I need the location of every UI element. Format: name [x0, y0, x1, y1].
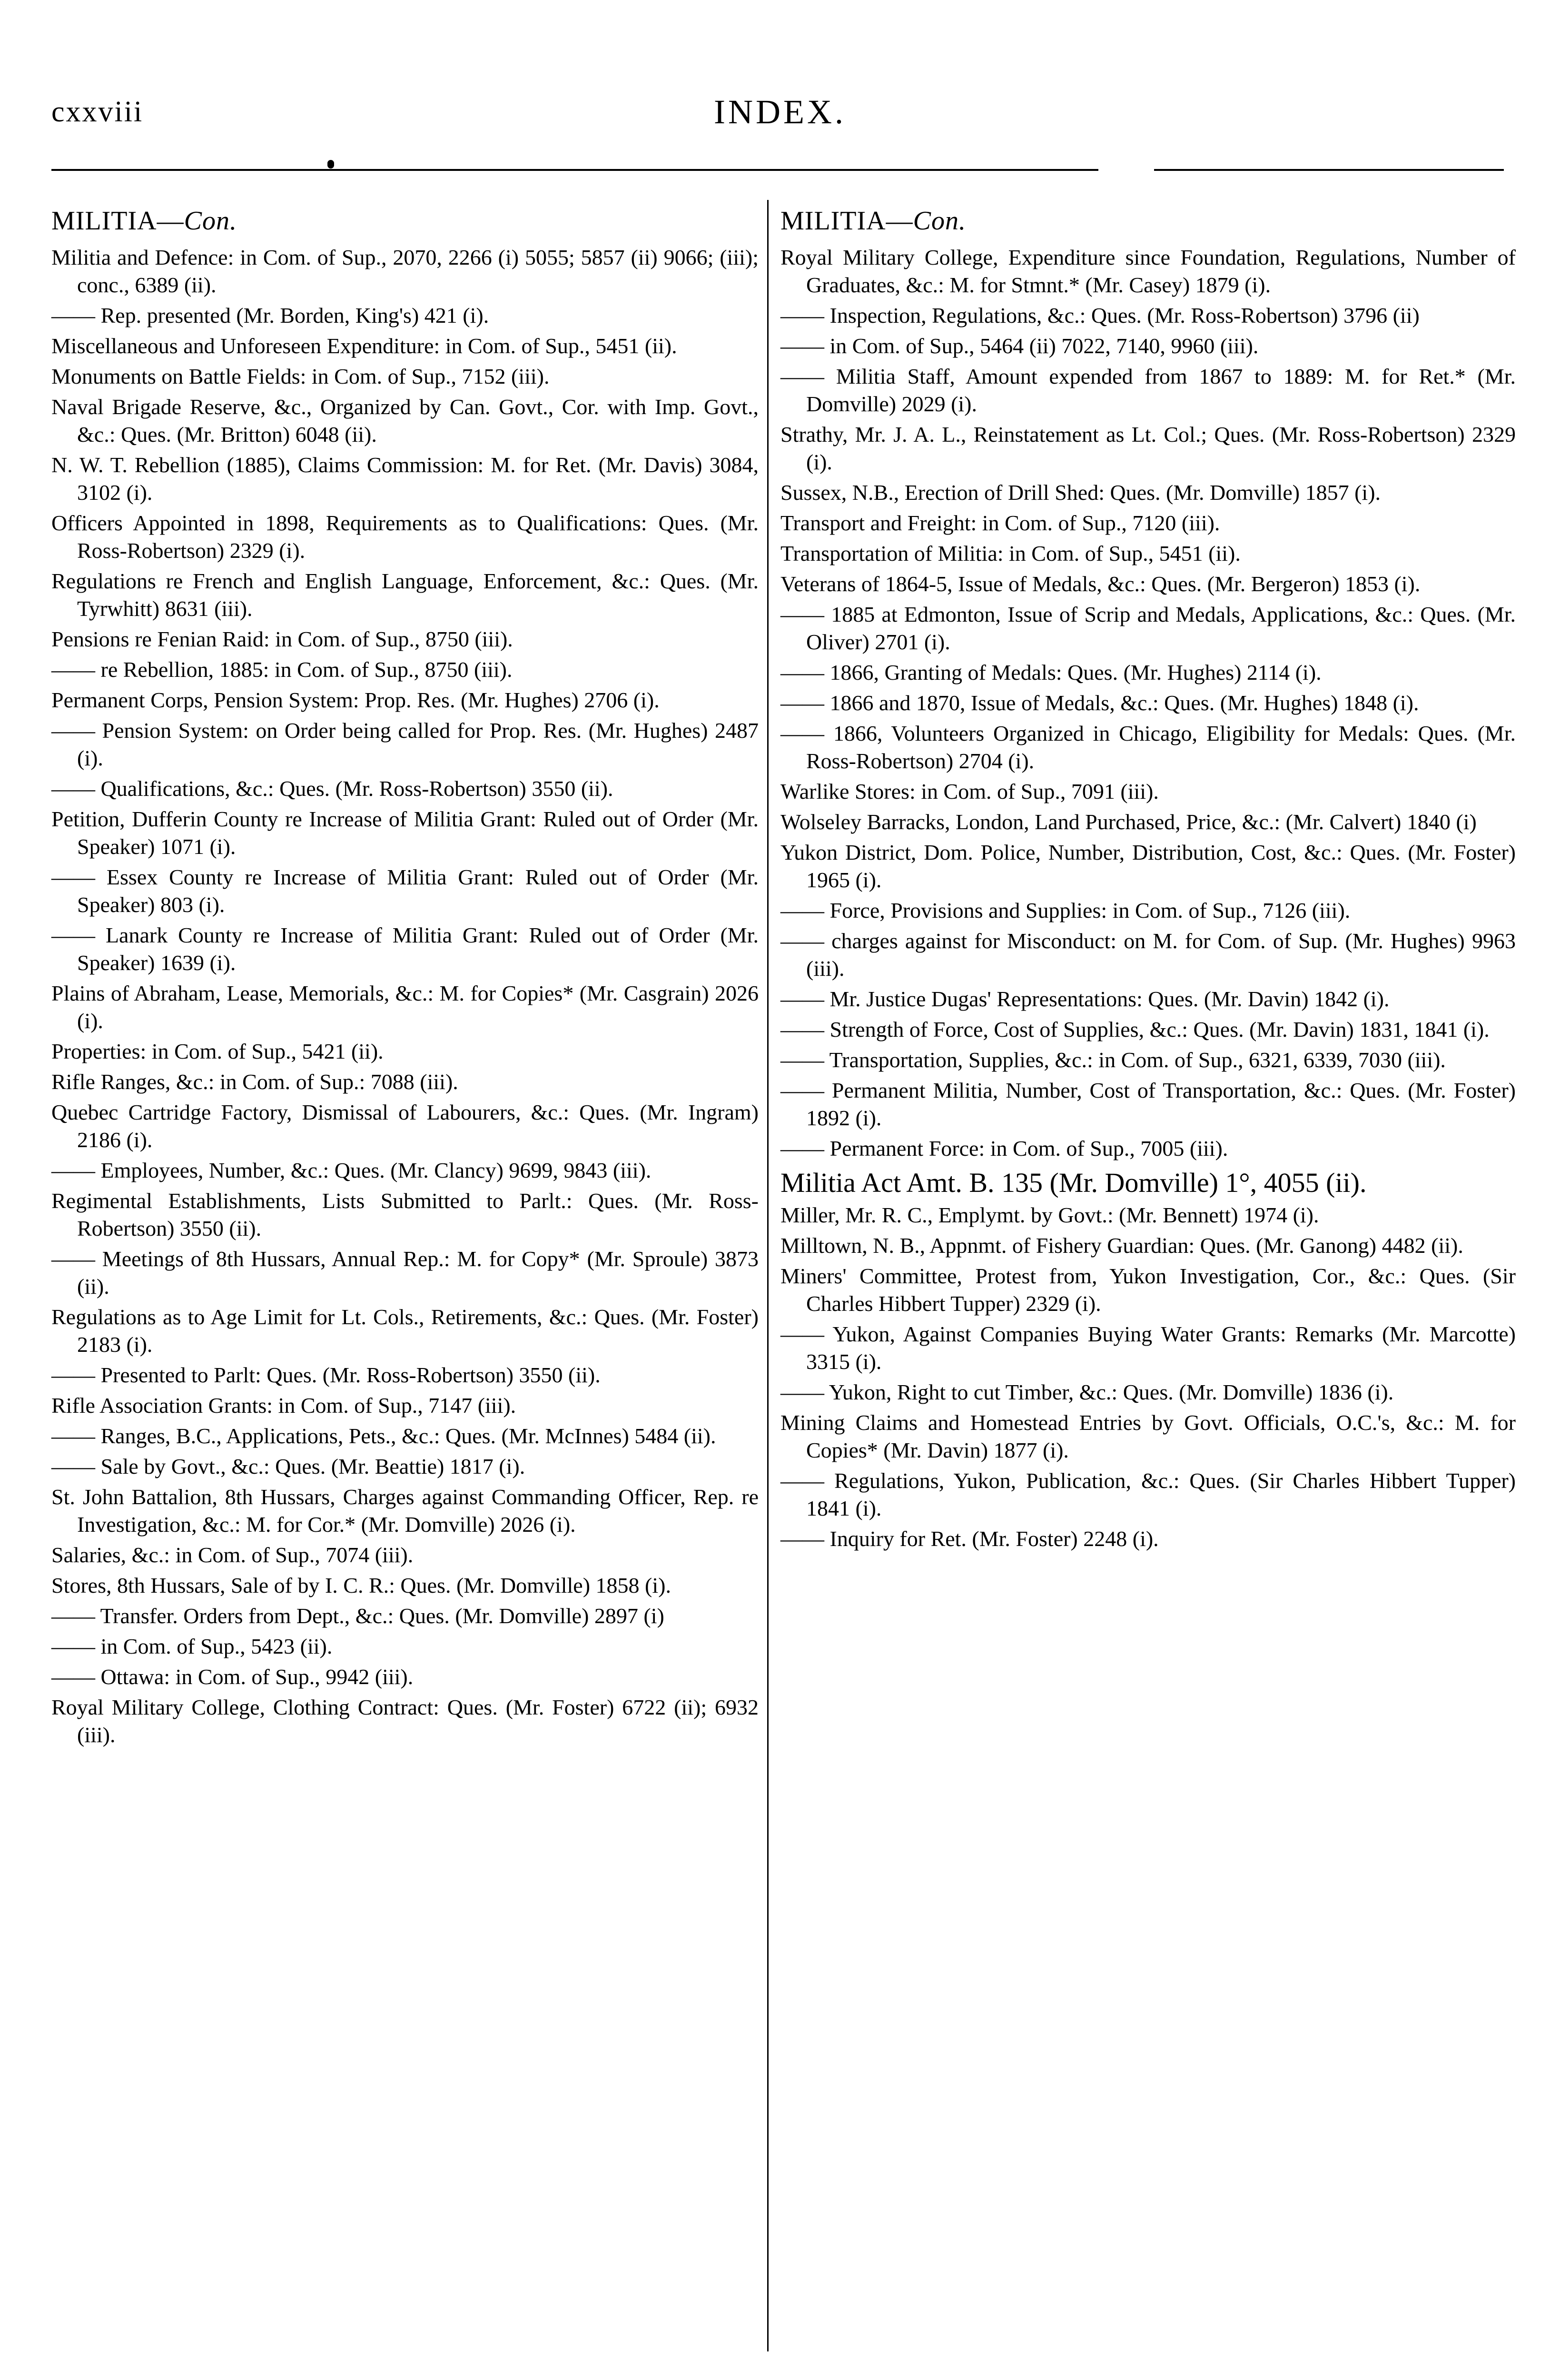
column-divider [767, 200, 769, 2351]
index-entry: N. W. T. Rebellion (1885), Claims Commission: M. for Ret. (Mr. Davis) 3084, 3102 (i). [51, 453, 759, 505]
index-entry: Warlike Stores: in Com. of Sup., 7091 (iii). [780, 779, 1159, 803]
index-entry: Properties: in Com. of Sup., 5421 (ii). [51, 1039, 384, 1063]
index-entry: Veterans of 1864-5, Issue of Medals, &c.: Ques. (Mr. Bergeron) 1853 (i). [780, 572, 1421, 596]
index-entry: —— Essex County re Increase of Militia Grant: Ruled out of Order (Mr. Speaker) 803 (i). [51, 865, 759, 917]
index-entry: St. John Battalion, 8th Hussars, Charges against Commanding Officer, Rep. re Investigation, &c.: M. for Cor.* (Mr. Domville) 2026 (i). [51, 1485, 759, 1537]
index-entry: —— charges against for Misconduct: on M. for Com. of Sup. (Mr. Hughes) 9963 (iii). [780, 929, 1516, 981]
index-entry: Stores, 8th Hussars, Sale of by I. C. R.: Ques. (Mr. Domville) 1858 (i). [51, 1573, 671, 1597]
index-entry: —— Lanark County re Increase of Militia Grant: Ruled out of Order (Mr. Speaker) 1639 (i). [51, 923, 759, 975]
index-entry: Miners' Committee, Protest from, Yukon Investigation, Cor., &c.: Ques. (Sir Charles Hibbert Tupper) 2329 (i). [780, 1264, 1516, 1316]
right-column [780, 205, 1516, 1556]
index-entry: —— 1866, Volunteers Organized in Chicago, Eligibility for Medals: Ques. (Mr. Ross-Robertson) 2704 (i). [780, 721, 1516, 773]
index-entry: Regimental Establishments, Lists Submitted to Parlt.: Ques. (Mr. Ross-Robertson) 3550 (ii). [51, 1189, 759, 1240]
left-column [51, 205, 759, 1752]
running-head [0, 95, 1560, 138]
index-entry: —— Permanent Force: in Com. of Sup., 7005 (iii). [780, 1136, 1228, 1160]
index-entry: —— Transfer. Orders from Dept., &c.: Ques. (Mr. Domville) 2897 (i) [51, 1604, 664, 1628]
index-entry: —— Rep. presented (Mr. Borden, King's) 421 (i). [51, 303, 489, 327]
index-entry: —— re Rebellion, 1885: in Com. of Sup., 8750 (iii). [51, 657, 513, 682]
index-entry: —— Sale by Govt., &c.: Ques. (Mr. Beattie) 1817 (i). [51, 1454, 525, 1478]
index-entry: —— Presented to Parlt: Ques. (Mr. Ross-Robertson) 3550 (ii). [51, 1363, 601, 1387]
header-rule-ornament [327, 160, 334, 169]
index-entry: Sussex, N.B., Erection of Drill Shed: Ques. (Mr. Domville) 1857 (i). [780, 480, 1381, 505]
index-entry: —— Employees, Number, &c.: Ques. (Mr. Clancy) 9699, 9843 (iii). [51, 1158, 652, 1182]
index-entry: Transport and Freight: in Com. of Sup., 7120 (iii). [780, 511, 1220, 535]
index-entry: Petition, Dufferin County re Increase of Militia Grant: Ruled out of Order (Mr. Speaker) 1071 (i). [51, 807, 759, 859]
header-rule-left [51, 169, 1098, 171]
index-entry: —— Permanent Militia, Number, Cost of Transportation, &c.: Ques. (Mr. Foster) 1892 (i). [780, 1078, 1516, 1130]
index-entry: Milltown, N. B., Appnmt. of Fishery Guardian: Ques. (Mr. Ganong) 4482 (ii). [780, 1233, 1463, 1258]
index-entry: —— in Com. of Sup., 5423 (ii). [51, 1634, 333, 1658]
index-entry: —— Strength of Force, Cost of Supplies, &c.: Ques. (Mr. Davin) 1831, 1841 (i). [780, 1017, 1490, 1041]
header-rule-right [1154, 169, 1504, 171]
index-entry: Rifle Association Grants: in Com. of Sup., 7147 (iii). [51, 1393, 516, 1418]
index-entry: —— Transportation, Supplies, &c.: in Com. of Sup., 6321, 6339, 7030 (iii). [780, 1048, 1446, 1072]
page-title: INDEX. [714, 93, 846, 131]
index-entry: —— Inquiry for Ret. (Mr. Foster) 2248 (i). [780, 1527, 1159, 1551]
index-entry: Mining Claims and Homestead Entries by Govt. Officials, O.C.'s, &c.: M. for Copies* (Mr. Davin) 1877 (i). [780, 1410, 1516, 1462]
index-entry: Pensions re Fenian Raid: in Com. of Sup., 8750 (iii). [51, 627, 513, 651]
index-entry: Plains of Abraham, Lease, Memorials, &c.: M. for Copies* (Mr. Casgrain) 2026 (i). [51, 981, 759, 1033]
index-entry-list [51, 244, 759, 1749]
index-entry: Monuments on Battle Fields: in Com. of Sup., 7152 (iii). [51, 364, 550, 388]
section-heading: MILITIA—Con. [51, 206, 237, 236]
index-entry: Militia and Defence: in Com. of Sup., 2070, 2266 (i) 5055; 5857 (ii) 9066; (iii); conc., 6389 (ii). [51, 245, 759, 297]
index-entry: Royal Military College, Expenditure since Foundation, Regulations, Number of Graduates, &c.: M. for Stmnt.* (Mr. Casey) 1879 (i). [780, 245, 1516, 297]
index-entry: Yukon District, Dom. Police, Number, Distribution, Cost, &c.: Ques. (Mr. Foster) 1965 (i). [780, 840, 1516, 892]
index-entry: —— Mr. Justice Dugas' Representations: Ques. (Mr. Davin) 1842 (i). [780, 987, 1390, 1011]
index-entry-list [780, 244, 1516, 1553]
index-entry: —— Meetings of 8th Hussars, Annual Rep.: M. for Copy* (Mr. Sproule) 3873 (ii). [51, 1247, 759, 1299]
index-entry: —— 1885 at Edmonton, Issue of Scrip and Medals, Applications, &c.: Ques. (Mr. Oliver) 2701 (i). [780, 602, 1516, 654]
index-entry: Militia Act Amt. B. 135 (Mr. Domville) 1°, 4055 (ii). [780, 1167, 1367, 1198]
index-entry: Salaries, &c.: in Com. of Sup., 7074 (iii). [51, 1543, 414, 1567]
index-entry: Regulations re French and English Language, Enforcement, &c.: Ques. (Mr. Tyrwhitt) 8631 (iii). [51, 569, 759, 621]
section-heading: MILITIA—Con. [780, 206, 966, 236]
index-entry: Rifle Ranges, &c.: in Com. of Sup.: 7088 (iii). [51, 1070, 458, 1094]
index-entry: —— in Com. of Sup., 5464 (ii) 7022, 7140, 9960 (iii). [780, 334, 1259, 358]
page-number: cxxviii [51, 96, 144, 128]
index-entry: Wolseley Barracks, London, Land Purchased, Price, &c.: (Mr. Calvert) 1840 (i) [780, 810, 1477, 834]
index-entry: —— Qualifications, &c.: Ques. (Mr. Ross-Robertson) 3550 (ii). [51, 776, 613, 801]
index-entry: Transportation of Militia: in Com. of Sup., 5451 (ii). [780, 541, 1241, 565]
index-entry: —— Pension System: on Order being called for Prop. Res. (Mr. Hughes) 2487 (i). [51, 718, 759, 770]
index-entry: Regulations as to Age Limit for Lt. Cols., Retirements, &c.: Ques. (Mr. Foster) 2183 (i). [51, 1305, 759, 1357]
index-entry: Officers Appointed in 1898, Requirements as to Qualifications: Ques. (Mr. Ross-Robertson) 2329 (i). [51, 511, 759, 563]
index-entry: —— Ranges, B.C., Applications, Pets., &c.: Ques. (Mr. McInnes) 5484 (ii). [51, 1424, 716, 1448]
index-entry: —— Inspection, Regulations, &c.: Ques. (Mr. Ross-Robertson) 3796 (ii) [780, 303, 1420, 327]
index-entry: —— Yukon, Right to cut Timber, &c.: Ques. (Mr. Domville) 1836 (i). [780, 1380, 1394, 1404]
index-entry: —— 1866 and 1870, Issue of Medals, &c.: Ques. (Mr. Hughes) 1848 (i). [780, 691, 1419, 715]
index-entry: Miller, Mr. R. C., Emplymt. by Govt.: (Mr. Bennett) 1974 (i). [780, 1203, 1319, 1227]
index-entry: Permanent Corps, Pension System: Prop. Res. (Mr. Hughes) 2706 (i). [51, 688, 660, 712]
index-entry: —— Force, Provisions and Supplies: in Com. of Sup., 7126 (iii). [780, 898, 1351, 922]
index-entry: Naval Brigade Reserve, &c., Organized by Can. Govt., Cor. with Imp. Govt., &c.: Ques. (Mr. Britton) 6048 (ii). [51, 395, 759, 446]
index-entry: —— Ottawa: in Com. of Sup., 9942 (iii). [51, 1665, 414, 1689]
index-entry: Miscellaneous and Unforeseen Expenditure: in Com. of Sup., 5451 (ii). [51, 334, 677, 358]
index-entry: —— Regulations, Yukon, Publication, &c.: Ques. (Sir Charles Hibbert Tupper) 1841 (i). [780, 1468, 1516, 1520]
index-entry: Quebec Cartridge Factory, Dismissal of Labourers, &c.: Ques. (Mr. Ingram) 2186 (i). [51, 1100, 759, 1152]
index-entry: —— 1866, Granting of Medals: Ques. (Mr. Hughes) 2114 (i). [780, 660, 1322, 684]
index-entry: Royal Military College, Clothing Contract: Ques. (Mr. Foster) 6722 (ii); 6932 (iii). [51, 1695, 759, 1747]
index-entry: —— Yukon, Against Companies Buying Water Grants: Remarks (Mr. Marcotte) 3315 (i). [780, 1322, 1516, 1374]
index-entry: Strathy, Mr. J. A. L., Reinstatement as Lt. Col.; Ques. (Mr. Ross-Robertson) 2329 (i). [780, 422, 1516, 474]
index-entry: —— Militia Staff, Amount expended from 1867 to 1889: M. for Ret.* (Mr. Domville) 2029 (i). [780, 364, 1516, 416]
